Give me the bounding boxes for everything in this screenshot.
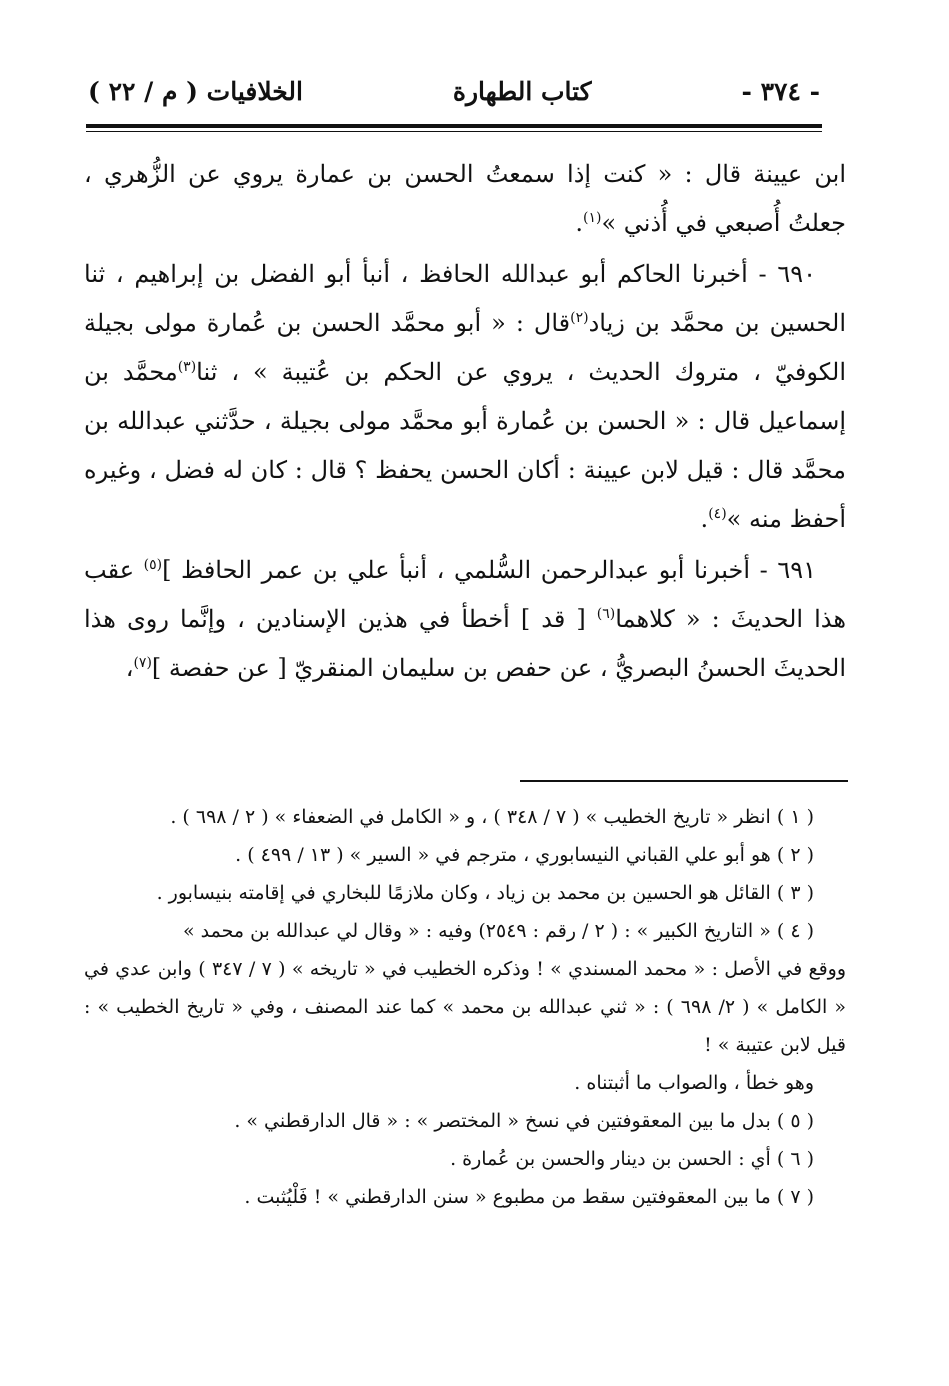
paragraph-691: ٦٩١ - أخبرنا أبو عبدالرحمن السُّلمي ، أنبأ علي بن عمر الحافظ ]$^{(٥)}$ عقب هذا الحديثَ : « كلاهما$^{(٦)}$ [ قد ] أخطأ في هذين الإسنادين ، وإنَّما روى هذا الحديثَ الحسنُ البصريُّ ، عن حفص بن سليمان المنقريّ [ عن حفصة ]$^{(٧)}$، <box>84 556 846 682</box>
footnote-ref: (٦) <box>596 606 616 622</box>
book-title: كتاب الطهارة <box>452 76 592 106</box>
header-rule-thin <box>86 131 822 132</box>
footnote-ref: (٢) <box>570 310 589 326</box>
footnote-ref: (٥) <box>143 557 163 573</box>
footnotes-separator <box>520 780 848 782</box>
footnote-5: ( ٥ ) بدل ما بين المعقوفتين في نسخ « المختصر » : « قال الدارقطني » . <box>234 1110 814 1132</box>
footnote-4-end: وهو خطأ ، والصواب ما أثبتناه . <box>574 1072 814 1094</box>
text-line: ابن عيينة قال : « كنت إذا سمعتُ الحسن بن عمارة يروي عن الزُّهري ، جعلتُ أُصبعي في أُذني »$^{(١)}$. <box>84 160 846 237</box>
footnote-ref: (٧) <box>133 655 152 671</box>
footnote-4-continued: ووقع في الأصل : « محمد المسندي » ! وذكره الخطيب في « تاريخه » ( ٧ / ٣٤٧ ) وابن عدي في « الكامل » ( ٢/ ٦٩٨ ) : « ثني عبدالله بن محمد » كما عند المصنف ، وفي « تاريخ الخطيب » : قيل لابن عتيبة » ! <box>84 958 847 1056</box>
footnote-7: ( ٧ ) ما بين المعقوفتين سقط من مطبوع « سنن الدارقطني » ! فَلْيُثبت . <box>244 1186 814 1208</box>
footnote-3: ( ٣ ) القائل هو الحسين بن محمد بن زياد ، وكان ملازمًا للبخاري في إقامته بنيسابور . <box>156 882 814 904</box>
footnote-2: ( ٢ ) هو أبو علي القباني النيسابوري ، مترجم في « السير » ( ١٣ / ٤٩٩ ) . <box>235 844 814 866</box>
series-title: الخلافيات ( م / ٢٢ ) <box>88 76 303 106</box>
page-header <box>88 66 820 116</box>
footnote-4: ( ٤ ) « التاريخ الكبير » : ( ٢ / رقم : ٢٥٤٩) وفيه : « وقال لي عبدالله بن محمد » <box>182 920 814 942</box>
footnote-ref: (٣) <box>177 359 197 375</box>
footnote-ref: (٤) <box>708 506 727 522</box>
footnotes <box>84 798 846 1216</box>
footnote-1: ( ١ ) انظر « تاريخ الخطيب » ( ٧ / ٣٤٨ ) ، و « الكامل في الضعفاء » ( ٢ / ٦٩٨ ) . <box>170 806 814 828</box>
header-rule <box>86 124 822 128</box>
page-number: - ٣٧٤ - <box>741 76 820 106</box>
footnote-6: ( ٦ ) أي : الحسن بن دينار والحسن بن عُمارة . <box>450 1148 814 1170</box>
footnote-ref: (١) <box>582 210 602 226</box>
paragraph-690: ٦٩٠ - أخبرنا الحاكم أبو عبدالله الحافظ ، أنبأ أبو الفضل بن إبراهيم ، ثنا الحسين بن محمَّد بن زياد$^{(٢)}$قال : « أبو محمَّد الحسن بن عُمارة مولى بجيلة الكوفيّ ، متروك الحديث ، يروي عن الحكم بن عُتيبة » ، ثنا$^{(٣)}$محمَّد بن إسماعيل قال : « الحسن بن عُمارة أبو محمَّد مولى بجيلة ، حدَّثني عبدالله بن محمَّد قال : قيل لابن عيينة : أكان الحسن يحفظ ؟ قال : كان له فضل ، وغيره أحفظ منه »$^{(٤)}$. <box>84 260 846 533</box>
main-text <box>84 150 846 693</box>
